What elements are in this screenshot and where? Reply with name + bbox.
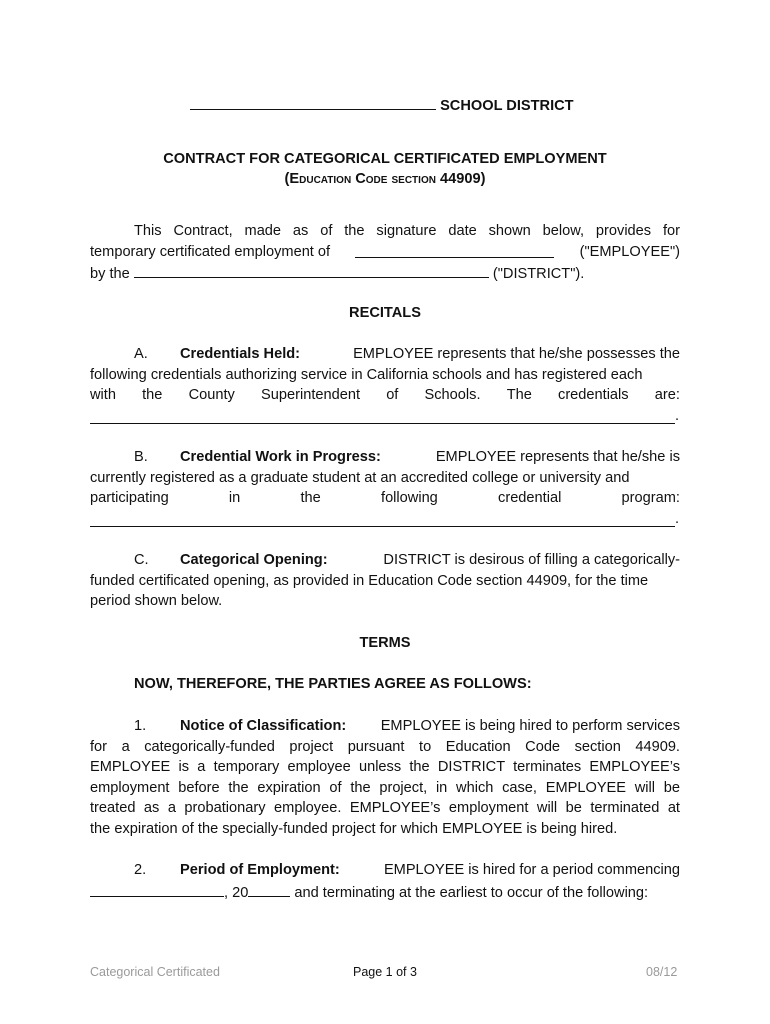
recital-a-line1: EMPLOYEE represents that he/she possesses the (353, 346, 680, 362)
credential-program-blank[interactable] (90, 509, 675, 527)
recital-a-label: Credentials Held: (180, 346, 301, 362)
term-2-line2-post: and terminating at the earliest to occur of the following: (294, 884, 649, 901)
term-2-number: 2. (134, 862, 147, 878)
district-heading (190, 94, 574, 117)
footer-left: Categorical Certificated (90, 965, 220, 979)
recital-c-letter: C. (134, 552, 149, 568)
recital-a-end: . (675, 407, 680, 424)
recital-a-letter: A. (134, 346, 148, 362)
recital-b-line3-word: the (300, 490, 321, 507)
term-1-number: 1. (134, 718, 147, 734)
recital-b-line3-word: in (228, 490, 241, 507)
recital-a-line3-word: The (506, 387, 532, 404)
intro-line2-post: ("EMPLOYEE") (579, 243, 680, 260)
district-blank[interactable] (134, 262, 489, 278)
recital-c-label: Categorical Opening: (180, 552, 328, 568)
term-2 (90, 860, 680, 903)
recital-b-line3-word: credential (498, 490, 562, 507)
recitals-heading: RECITALS (349, 305, 421, 321)
recital-c-line2: funded certificated opening, as provided in Education Code section 44909, for the time (90, 572, 649, 589)
recital-a (90, 344, 680, 426)
recital-b-letter: B. (134, 449, 148, 465)
intro-paragraph (90, 221, 680, 285)
recital-b-line3 (90, 488, 680, 509)
recital-a-line3-word: the (142, 387, 163, 404)
contract-subtitle: (Education Code section 44909) (284, 171, 486, 187)
term-1-label: Notice of Classification: (180, 718, 347, 734)
recital-a-line3-word: are: (654, 387, 680, 404)
term-1 (90, 716, 680, 840)
term-1-line2: for a categorically-funded project pursuant to Education Code section 44909. (90, 738, 680, 755)
term-1-line6: the expiration of the specially-funded project for which EMPLOYEE is being hired. (90, 820, 618, 837)
term-2-year-prefix: , 20 (224, 884, 249, 901)
district-suffix: SCHOOL DISTRICT (440, 98, 574, 114)
recital-b-line3-word: following (381, 490, 438, 507)
term-2-line1: EMPLOYEE is hired for a period commencing (383, 862, 680, 878)
term-1-line1: EMPLOYEE is being hired to perform services (380, 718, 680, 734)
recital-a-line3 (90, 385, 680, 406)
recital-b-end: . (675, 510, 680, 527)
recital-a-line3-word: County (188, 387, 235, 404)
recital-a-line3-word: credentials (558, 387, 629, 404)
recital-c (90, 550, 680, 612)
term-2-label: Period of Employment: (180, 862, 340, 878)
commencing-year-blank[interactable] (248, 881, 290, 897)
recital-b-line2: currently registered as a graduate student at an accredited college or university and (90, 469, 630, 486)
footer-right: 08/12 (646, 965, 678, 979)
term-1-line4: employment before the expiration of the project, in which case, EMPLOYEE will be (90, 779, 680, 796)
recital-b (90, 447, 680, 529)
intro-line3-pre: by the (90, 266, 130, 283)
terms-heading: TERMS (359, 635, 411, 651)
credentials-held-blank[interactable] (90, 406, 675, 424)
recital-b-line3-word: program: (621, 490, 680, 507)
recital-a-line2: following credentials authorizing service in California schools and has registered each (90, 366, 643, 383)
recital-a-line3-word: Superintendent (261, 387, 361, 404)
term-1-line3: EMPLOYEE is a temporary employee unless the DISTRICT terminates EMPLOYEE’s (90, 759, 680, 776)
footer-page-number: Page 1 of 3 (353, 965, 417, 979)
recital-c-line1: DISTRICT is desirous of filling a categorically- (383, 552, 680, 568)
intro-line2-pre: temporary certificated employment of (90, 243, 331, 260)
recital-b-line3-word: participating (90, 490, 169, 507)
commencing-date-blank[interactable] (90, 881, 224, 897)
recital-b-label: Credential Work in Progress: (180, 449, 381, 465)
intro-line3-post: ("DISTRICT"). (492, 266, 585, 283)
recital-a-line3-word: with (90, 387, 116, 404)
term-1-line5: treated as a probationary employee. EMPLOYEE’s employment will be terminated at (90, 800, 680, 817)
recital-c-line3: period shown below. (90, 593, 223, 610)
recital-b-line1: EMPLOYEE represents that he/she is (435, 449, 680, 465)
district-name-blank[interactable] (190, 94, 436, 110)
agree-heading: NOW, THEREFORE, THE PARTIES AGREE AS FOLLOWS: (134, 676, 532, 692)
intro-line1: This Contract, made as of the signature date shown below, provides for (134, 223, 680, 239)
contract-title: CONTRACT FOR CATEGORICAL CERTIFICATED EMPLOYMENT (163, 151, 607, 167)
employee-name-blank[interactable] (355, 242, 554, 258)
recital-a-line3-word: Schools. (424, 387, 481, 404)
recital-a-line3-word: of (386, 387, 399, 404)
